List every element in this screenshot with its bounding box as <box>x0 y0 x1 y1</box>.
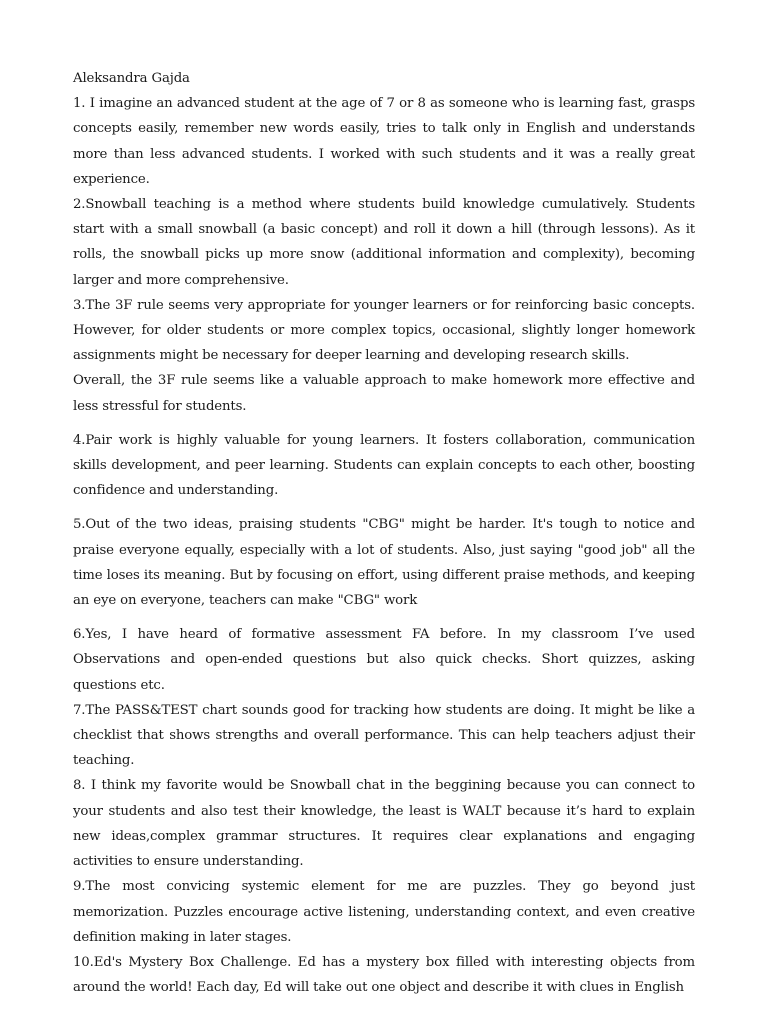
answer-paragraph-3: 3.The 3F rule seems very appropriate for younger learners or for reinforcing basic concepts. However, for older students or more complex topics, occasional, slightly longer homework assignments might be necessary for deeper learning and developing research skills. <box>73 297 695 364</box>
answer-paragraph-3-overall: Overall, the 3F rule seems like a valuable approach to make homework more effective and less stressful for students. <box>73 373 695 414</box>
answer-paragraph-5: 5.Out of the two ideas, praising students "CBG" might be harder. It's tough to notice and praise everyone equally, especially with a lot of students. Also, just saying "good job" all the time loses its meaning. But by focusing on effort, using different praise methods, and keeping an eye on everyone, teachers can make "CBG" work <box>73 517 695 609</box>
answer-paragraph-9: 9.The most convicing systemic element for me are puzzles. They go beyond just memorization. Puzzles encourage active listening, understanding context, and even creative definition making in later stages. <box>73 879 695 945</box>
answer-paragraph-2: 2.Snowball teaching is a method where students build knowledge cumulatively. Students start with a small snowball (a basic concept) and roll it down a hill (through lessons). As it rolls, the snowball picks up more snow (additional information and complexity), becoming larger and more comprehensive. <box>73 197 695 288</box>
answer-paragraph-10: 10.Ed's Mystery Box Challenge. Ed has a mystery box filled with interesting objects from around the world! Each day, Ed will take out one object and describe it with clues in English <box>73 954 695 996</box>
author-name: Aleksandra Gajda <box>73 71 190 86</box>
answer-paragraph-8: 8. I think my favorite would be Snowball chat in the beggining because you can connect to your students and also test their knowledge, the least is WALT because it’s hard to explain new ideas,complex grammar structures. It requires clear explanations and engaging activities to ensure understanding. <box>73 778 695 870</box>
answer-paragraph-4: 4.Pair work is highly valuable for young learners. It fosters collaboration, communication skills development, and peer learning. Students can explain concepts to each other, boosting confidence and understanding. <box>73 432 695 499</box>
document-page <box>73 66 695 1000</box>
answer-paragraph-7: 7.The PASS&TEST chart sounds good for tracking how students are doing. It might be like a checklist that shows strengths and overall performance. This can help teachers adjust their teaching. <box>73 702 695 769</box>
answer-paragraph-6: 6.Yes, I have heard of formative assessment FA before. In my classroom I’ve used Observations and open-ended questions but also quick checks. Short quizzes, asking questions etc. <box>73 627 695 693</box>
answer-paragraph-1: 1. I imagine an advanced student at the age of 7 or 8 as someone who is learning fast, grasps concepts easily, remember new words easily, tries to talk only in English and understands more than less advanced students. I worked with such students and it was a really great experience. <box>73 96 695 187</box>
